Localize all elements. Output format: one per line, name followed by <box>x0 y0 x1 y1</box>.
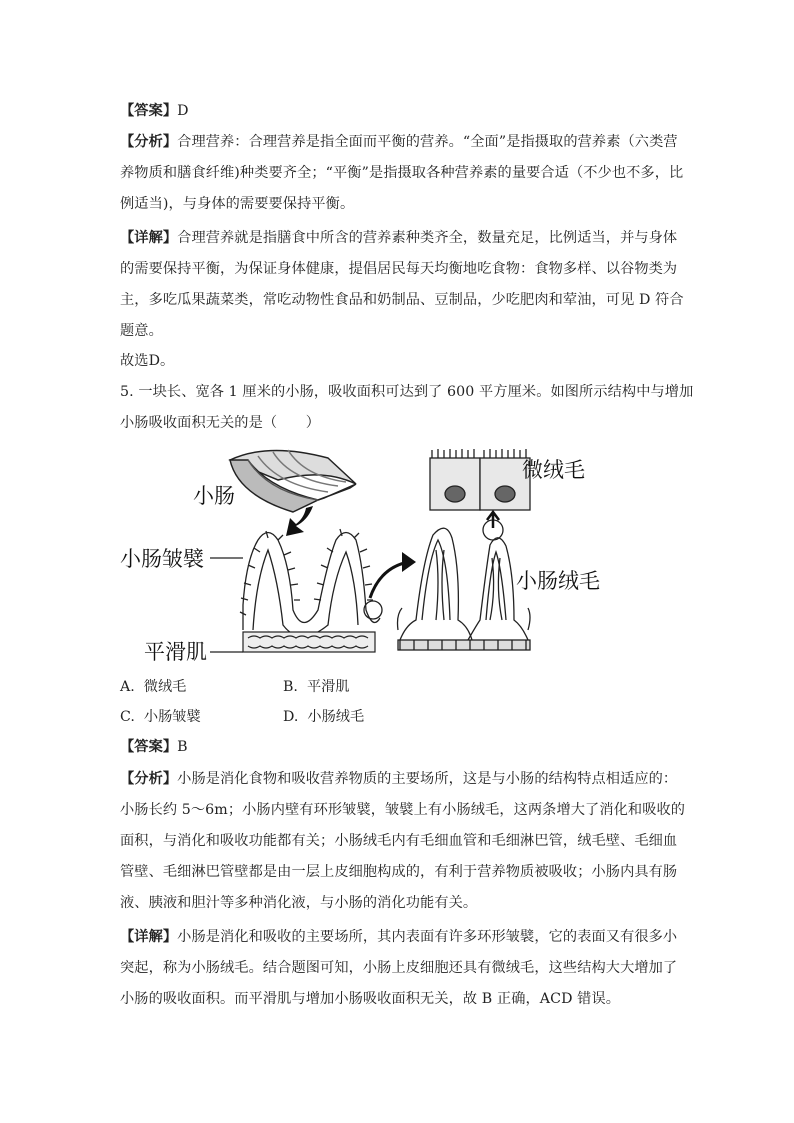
q4-analysis-line-2: 养物质和膳食纤维)种类要齐全；“平衡”是指摄取各种营养素的量要合适（不少也不多，比 <box>120 165 684 181</box>
answer-tag: 【答案】 <box>120 739 178 755</box>
option-letter: A. <box>120 679 135 695</box>
analysis-tag: 【分析】 <box>120 134 178 150</box>
q5-analysis-line-4: 管壁、毛细淋巴管壁都是由一层上皮细胞构成的，有利于营养物质被吸收；小肠内具有肠 <box>120 864 678 880</box>
q4-detail-line-4: 题意。 <box>120 323 163 339</box>
q4-answer-line <box>120 100 680 122</box>
arrow-right-icon <box>402 552 416 572</box>
option-d <box>283 706 364 728</box>
q5-question-line-2: 小肠吸收面积无关的是（ ） <box>120 415 321 431</box>
microvilli-cells-drawing <box>430 449 530 510</box>
analysis-text: 合理营养：合理营养是指全面而平衡的营养。“全面”是指摄取的营养素（六类营 <box>177 134 678 150</box>
option-c <box>120 706 201 728</box>
option-a <box>120 676 186 698</box>
label-villi: 小肠绒毛 <box>516 569 600 593</box>
label-microvilli: 微绒毛 <box>522 458 585 482</box>
analysis-text: 小肠是消化食物和吸收营养物质的主要场所，这是与小肠的结构特点相适应的： <box>177 771 678 787</box>
villi-drawing <box>398 528 531 650</box>
q5-analysis-line-1 <box>120 768 680 790</box>
answer-value: B <box>177 739 188 755</box>
option-text: 小肠皱襞 <box>143 709 201 725</box>
q5-answer-line <box>120 736 680 758</box>
detail-tag: 【详解】 <box>120 230 178 246</box>
intestine-figure <box>118 440 618 665</box>
highlight-circle <box>364 601 382 619</box>
q4-detail-line-3: 主，多吃瓜果蔬菜类，常吃动物性食品和奶制品、豆制品，少吃肥肉和荤油，可见 D 符合 <box>120 292 684 308</box>
label-smooth-muscle: 平滑肌 <box>144 640 207 664</box>
detail-tag: 【详解】 <box>120 929 178 945</box>
option-text: 微绒毛 <box>143 679 187 695</box>
option-letter: D. <box>283 709 299 725</box>
q4-detail-line-2: 的需要保持平衡，为保证身体健康，提倡居民每天均衡地吃食物：食物多样、以谷物类为 <box>120 261 678 277</box>
q5-detail-line-3: 小肠的吸收面积。而平滑肌与增加小肠吸收面积无关，故 B 正确，ACD 错误。 <box>120 991 621 1007</box>
q4-analysis-line-1 <box>120 131 680 153</box>
option-text: 平滑肌 <box>306 679 350 695</box>
q5-analysis-line-2: 小肠长约 5～6m；小肠内壁有环形皱襞，皱襞上有小肠绒毛，这两条增大了消化和吸收的 <box>120 802 686 818</box>
q5-analysis-line-3: 面积，与消化和吸收功能都有关；小肠绒毛内有毛细血管和毛细淋巴管，绒毛壁、毛细血 <box>120 833 678 849</box>
arrow-up-icon <box>487 512 499 528</box>
q4-conclusion: 故选D。 <box>120 353 175 369</box>
detail-text: 小肠是消化和吸收的主要场所，其内表面有许多环形皱襞，它的表面又有很多小 <box>177 929 678 945</box>
answer-value: D <box>177 103 189 119</box>
q5-question-line-1: 5. 一块长、宽各 1 厘米的小肠，吸收面积可达到了 600 平方厘米。如图所示结构中与增加 <box>120 384 694 400</box>
label-intestinal-fold: 小肠皱襞 <box>120 547 204 571</box>
q5-analysis-line-5: 液、胰液和胆汁等多种消化液，与小肠的消化功能有关。 <box>120 895 478 911</box>
option-letter: C. <box>120 709 135 725</box>
q4-detail-line-1 <box>120 227 680 249</box>
option-b <box>283 676 350 698</box>
option-text: 小肠绒毛 <box>307 709 365 725</box>
analysis-tag: 【分析】 <box>120 771 178 787</box>
fold-drawing <box>240 529 380 637</box>
detail-text: 合理营养就是指膳食中所含的营养素种类齐全，数量充足，比例适当，并与身体 <box>177 230 678 246</box>
q5-detail-line-1 <box>120 926 680 948</box>
label-small-intestine: 小肠 <box>193 484 235 508</box>
q5-detail-line-2: 突起，称为小肠绒毛。结合题图可知，小肠上皮细胞还具有微绒毛，这些结构大大增加了 <box>120 960 678 976</box>
q4-analysis-line-3: 例适当)，与身体的需要要保持平衡。 <box>120 196 355 212</box>
smooth-muscle-drawing <box>243 632 375 652</box>
intestine-tube-drawing <box>230 450 356 512</box>
answer-tag: 【答案】 <box>120 103 178 119</box>
option-letter: B. <box>283 679 298 695</box>
